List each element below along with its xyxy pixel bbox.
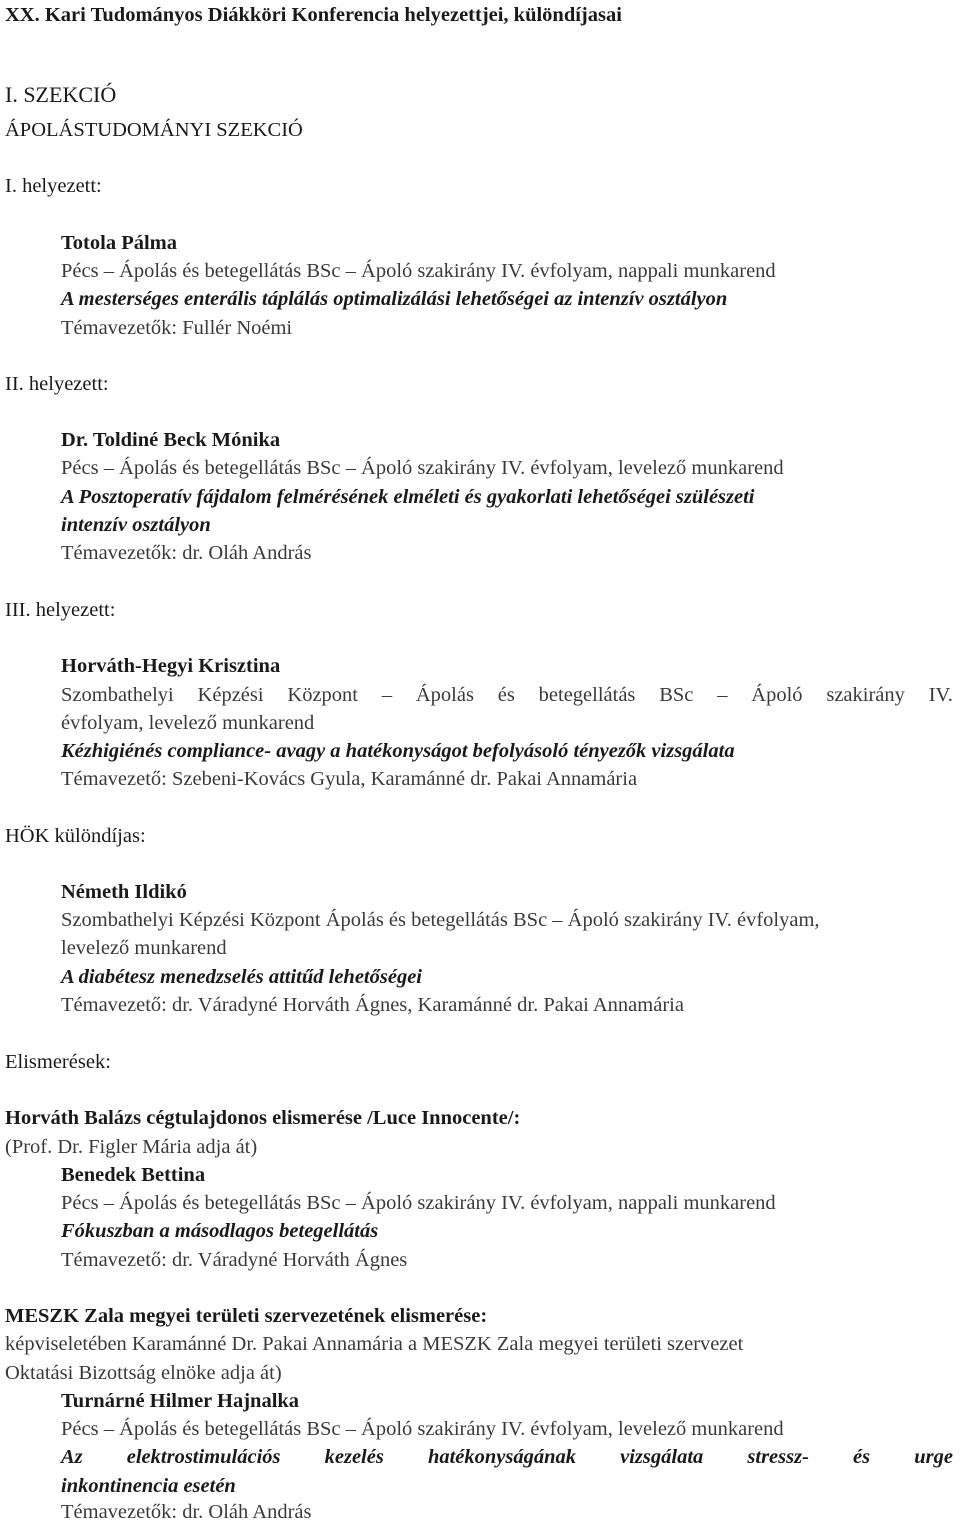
topic-word: Az (61, 1446, 83, 1468)
recognition-2-note-line2: Oktatási Bizottság elnöke adja át) (5, 1362, 282, 1384)
recognition-1-topic: Fókuszban a másodlagos betegellátás (61, 1220, 379, 1242)
place-2-supervisor: Témavezetők: dr. Oláh András (61, 542, 312, 564)
topic-word: kezelés (324, 1446, 384, 1468)
topic-word: és (853, 1446, 871, 1468)
recognition-2-name: Turnárné Hilmer Hajnalka (61, 1390, 300, 1412)
recognition-1-name: Benedek Bettina (61, 1164, 206, 1186)
program-word: – (381, 684, 393, 706)
topic-word: stressz- (747, 1446, 809, 1468)
place-2-program: Pécs – Ápolás és betegellátás BSc – Ápoló szakirány IV. évfolyam, levelező munkarend (61, 457, 784, 479)
recognition-2-program: Pécs – Ápolás és betegellátás BSc – Ápoló szakirány IV. évfolyam, levelező munkarend (61, 1418, 784, 1440)
place-2-label: II. helyezett: (5, 373, 109, 395)
topic-word: elektrostimulációs (126, 1446, 281, 1468)
recognition-2-heading: MESZK Zala megyei területi szervezetének elismerése: (5, 1305, 488, 1327)
program-word: Ápoló (751, 684, 803, 706)
place-3-program-line1 (61, 681, 953, 709)
place-1-name: Totola Pálma (61, 232, 177, 254)
place-2-topic-line1: A Posztoperatív fájdalom felmérésének elméleti és gyakorlati lehetőségei szülészeti (61, 486, 755, 508)
topic-word: vizsgálata (620, 1446, 704, 1468)
program-word: betegellátás (538, 684, 636, 706)
program-word: – (717, 684, 728, 706)
recognition-1-heading: Horváth Balázs cégtulajdonos elismerése /Luce Innocente/: (5, 1107, 521, 1129)
page-title: XX. Kari Tudományos Diákköri Konferencia helyezettjei, különdíjasai (5, 4, 622, 26)
program-word: BSc (659, 684, 694, 706)
place-3-name: Horváth-Hegyi Krisztina (61, 655, 281, 677)
hok-name: Németh Ildikó (61, 881, 187, 903)
hok-label: HÖK különdíjas: (5, 825, 146, 847)
program-word: Ápolás (415, 684, 474, 706)
program-word: szakirány (826, 684, 905, 706)
topic-word: hatékonyságának (427, 1446, 577, 1468)
program-word: Szombathelyi (61, 684, 174, 706)
hok-program-line2: levelező munkarend (61, 937, 227, 959)
place-3-program-line2: évfolyam, levelező munkarend (61, 712, 315, 734)
topic-word: urge (914, 1446, 953, 1468)
recognition-1-note: (Prof. Dr. Figler Mária adja át) (5, 1136, 258, 1158)
section-name: ÁPOLÁSTUDOMÁNYI SZEKCIÓ (5, 119, 303, 141)
place-3-supervisor: Témavezető: Szebeni-Kovács Gyula, Karamánné dr. Pakai Annamária (61, 768, 638, 790)
hok-topic: A diabétesz menedzselés attitűd lehetőségei (61, 966, 423, 988)
place-2-name: Dr. Toldiné Beck Mónika (61, 429, 281, 451)
recognition-1-supervisor: Témavezető: dr. Váradyné Horváth Ágnes (61, 1249, 408, 1271)
program-word: Képzési (197, 684, 264, 706)
place-1-topic: A mesterséges enterális táplálás optimalizálási lehetőségei az intenzív osztályon (61, 288, 728, 310)
place-3-label: III. helyezett: (5, 599, 116, 621)
place-1-supervisor: Témavezetők: Fullér Noémi (61, 317, 293, 339)
place-1-program: Pécs – Ápolás és betegellátás BSc – Ápoló szakirány IV. évfolyam, nappali munkarend (61, 260, 776, 282)
recognition-1-program: Pécs – Ápolás és betegellátás BSc – Ápoló szakirány IV. évfolyam, nappali munkarend (61, 1192, 776, 1214)
section-number: I. SZEKCIÓ (5, 82, 117, 107)
program-word: IV. (928, 684, 953, 706)
place-2-topic-line2: intenzív osztályon (61, 514, 211, 536)
place-1-label: I. helyezett: (5, 175, 102, 197)
recognition-2-note-line1: képviseletében Karamánné Dr. Pakai Annamária a MESZK Zala megyei területi szervezet (5, 1333, 744, 1355)
recognition-2-supervisor: Témavezetők: dr. Oláh András (61, 1501, 312, 1523)
place-3-topic: Kézhigiénés compliance- avagy a hatékonyságot befolyásoló tényezők vizsgálata (61, 740, 735, 762)
recognition-2-topic-line2: inkontinencia esetén (61, 1475, 236, 1497)
hok-supervisor: Témavezető: dr. Váradyné Horváth Ágnes, Karamánné dr. Pakai Annamária (61, 994, 684, 1016)
hok-program-line1: Szombathelyi Képzési Központ Ápolás és betegellátás BSc – Ápoló szakirány IV. évfolyam, (61, 909, 820, 931)
recognition-2-topic-line1 (61, 1443, 953, 1471)
recognitions-label: Elismerések: (5, 1051, 111, 1073)
program-word: és (497, 684, 515, 706)
program-word: Központ (287, 684, 358, 706)
